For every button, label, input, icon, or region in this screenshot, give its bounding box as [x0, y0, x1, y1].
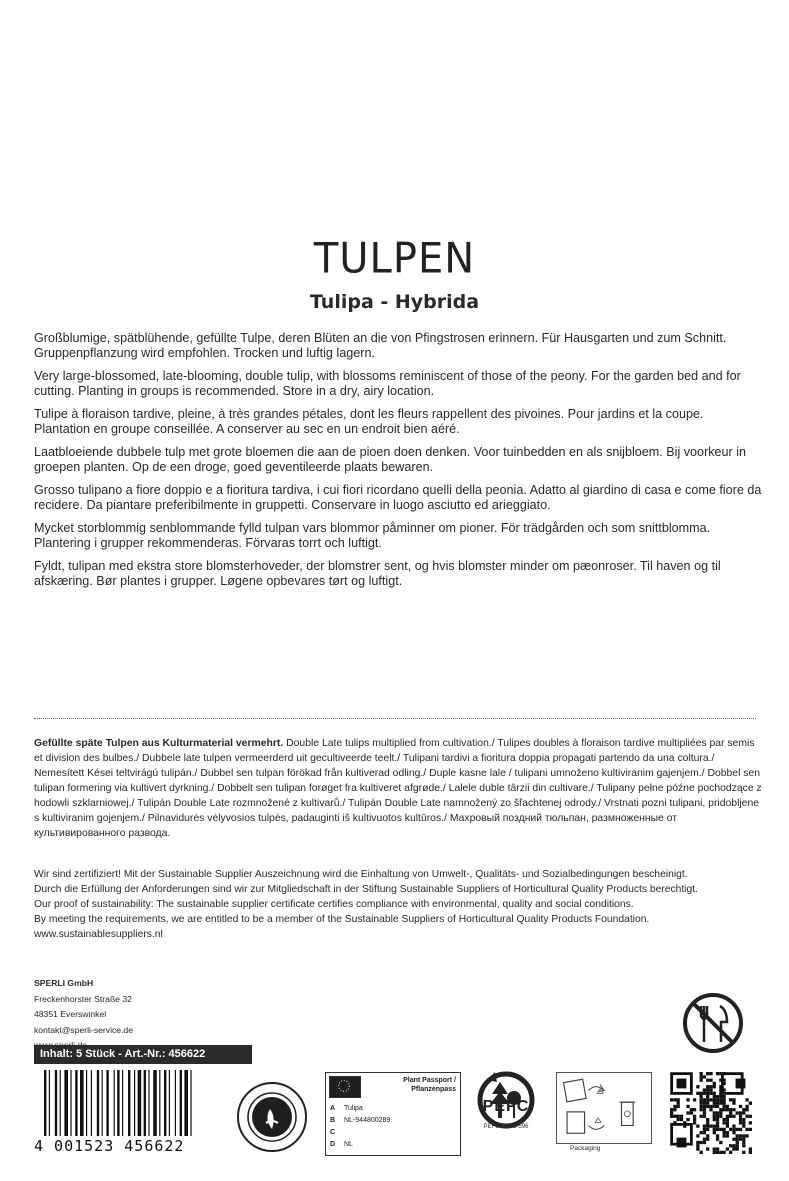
passport-row: B NL-944800289: [330, 1117, 391, 1124]
description-de: Großblumige, spätblühende, gefüllte Tulpe, deren Blüten an die von Pfingstrosen erinnern. Für Hausgarten und zum Schnitt. Gruppenpflanzung wird empfohlen. Trocken und luftig lagern.: [34, 331, 727, 360]
botanical-name: Tulipa - Hybrida: [309, 291, 480, 313]
passport-title: Plant Passport / Pflanzenpass: [403, 1077, 456, 1093]
packaging-label: Packaging: [570, 1145, 601, 1152]
eu-flag-icon: [329, 1076, 361, 1098]
cert-link[interactable]: www.sustainablesuppliers.nl: [34, 929, 163, 941]
description-fr: Tulipe à floraison tardive, pleine, à très grandes pétales, dont les fleurs rappellent des pivoines. Pour jardins et la coupe. Plantation en groupe conseillée. A conserver au sec en un endroit bien aéré.: [34, 407, 704, 436]
cert-line: Our proof of sustainability: The sustainable supplier certificate certifies compliance with environmental, quality and social conditions.: [34, 899, 634, 911]
qr-code[interactable]: [670, 1072, 752, 1154]
description-da: Fyldt, tulipan med ekstra store blomsterhoveder, der blomstrer sent, og hvis blomster minder om pæonroser. Til haven og til afskæring. Bør plantes i grupper. Løgene opbevares tørt og luftigt.: [34, 559, 721, 588]
description-block: [34, 331, 762, 597]
packaging-disposal-info: [556, 1072, 652, 1144]
dotted-divider: [34, 718, 756, 719]
sustainable-supplier-seal-icon: [236, 1081, 308, 1153]
barcode-number: 4 001523 456622: [34, 1137, 185, 1155]
passport-row: C: [330, 1129, 336, 1136]
cert-line: Durch die Erfüllung der Anforderungen sind wir zur Mitgliedschaft in der Stiftung Sustainable Suppliers of Horticultural Quality Products berechtigt.: [34, 884, 698, 896]
description-it: Grosso tulipano a fiore doppio e a fioritura tardiva, i cui fiori ricordano quelli della peonia. Adatto al giardino di casa e come fiore da recidere. Da piantare preferibilmente in gruppetti. Conservare in luogo asciutto ed arieggiato.: [34, 483, 762, 512]
passport-row: D NL: [330, 1141, 353, 1148]
pefc-label: PEFC: [482, 1098, 530, 1115]
page-title: TULPEN: [313, 234, 476, 284]
company-name: SPERLI GmbH: [34, 978, 94, 988]
multiplication-note: [34, 736, 762, 841]
content-article-bar: Inhalt: 5 Stück - Art.-Nr.: 456622: [34, 1045, 252, 1064]
plant-passport: [325, 1072, 461, 1156]
description-nl: Laatbloeiende dubbele tulp met grote bloemen die aan de pioen doen denken. Voor tuinbedden en als snijbloem. Bij voorkeur in groepen planten. Op de een droge, goed geventileerde plaats bewaren.: [34, 445, 747, 474]
company-address: [34, 976, 133, 1054]
cert-line: Wir sind zertifiziert! Mit der Sustainable Supplier Auszeichnung wird die Einhaltung von Umwelt-, Qualitäts- und Sozialbedingungen bescheinigt.: [34, 869, 688, 880]
multiplication-intro: Gefüllte späte Tulpen aus Kulturmaterial vermehrt.: [34, 738, 284, 749]
company-city: 48351 Everswinkel: [34, 1009, 107, 1019]
recycling-icon: [557, 1073, 651, 1143]
description-en: Very large-blossomed, late-blooming, double tulip, with blossoms reminiscent of those of the peony. For the garden bed and for cutting. Planting in groups is recommended. Store in a dry, airy location.: [34, 369, 741, 398]
description-sv: Mycket storblommig senblommande fylld tulpan vars blommor påminner om pioner. För trädgården och som snittblomma. Plantering i grupper rekommenderas. Förvaras torrt och luftigt.: [34, 521, 711, 550]
company-street: Freckenhorster Straße 32: [34, 993, 132, 1004]
company-email[interactable]: kontakt@sperli-service.de: [34, 1024, 133, 1035]
certification-text: [34, 867, 762, 942]
not-for-consumption-icon: [680, 990, 746, 1056]
multiplication-text: Double Late tulips multiplied from cultivation./ Tulipes doubles à floraison tardive multipliées par semis et division des bulbes./ Dubbele late tulpen vermeerderd uit gecultiveerde teelt./ Tulipani tardivi a fioritura doppia propagati partendo da una coltura./ Nemesített Kései teltvirágú tulipán./ Dubbel sen tulpan förökad från kultiverad odling./ Duple kasne lale / tulipani umnoženo kultiviranim gajenjem./ Dobbel sen tulipan formering via kultivert dyrkning./ Dobbelt sen tulipan forøget fra kultiveret afgrøde./ Lalele duble târzii din cultivare./ Tulipany pełne późne pochodzące z hodowli szklarniowej./ Tulipán Double Late rozmnožené z kultivarů./ Tulipán Double Late namnožený zo šľachtenej odrody./ Vrstnati pozni tulipani, pridobljene s kultiviranim gojenjem./ Pilnavidurės vėlyvosios tulpės, padauginti iš kultivuotos kultūros./ Махровый поздний тюльпан, размноженные от культивированного развода.: [34, 738, 762, 839]
cert-line: By meeting the requirements, we are entitled to be a member of the Sustainable Suppliers of Horticultural Quality Products Foundation.: [34, 914, 650, 926]
pefc-code: PEFC/30-31-596: [483, 1124, 529, 1130]
passport-rows: [330, 1103, 458, 1151]
passport-row: A Tulipa: [330, 1105, 363, 1112]
